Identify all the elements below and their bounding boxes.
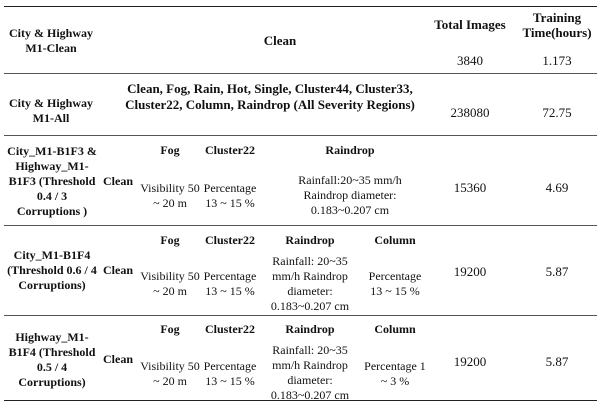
row-training-time: 4.69 xyxy=(545,180,569,195)
row-name: Highway_M1-B1F4 (Threshold 0.5 / 4 Corruptions) xyxy=(8,330,96,389)
row-name: City & Highway M1-Clean xyxy=(9,26,93,55)
corruption-detail: Visibility 50 ~ 20 m xyxy=(140,269,200,298)
rule-top xyxy=(4,6,597,7)
corruption-title: Fog xyxy=(160,322,180,336)
corruption-title: Cluster22 xyxy=(205,233,255,247)
corruption-title: Cluster22 xyxy=(205,322,255,336)
row-training-time: 5.87 xyxy=(545,354,569,369)
corruption-detail: Percentage 13 ~ 15 % xyxy=(203,181,257,210)
corruption-title: Fog xyxy=(160,233,180,247)
rule-row4 xyxy=(4,315,597,316)
header-training-time: Training Time(hours) xyxy=(522,10,592,40)
row-total-images: 238080 xyxy=(450,105,490,120)
corruption-detail: Rainfall:20~35 mm/h Raindrop diameter: 0.183~0.207 cm xyxy=(298,173,402,217)
row-name: City & Highway M1-All xyxy=(9,96,93,125)
rule-row1 xyxy=(4,73,597,74)
corruption-detail: Visibility 50 ~ 20 m xyxy=(140,181,200,210)
corruption-title: Fog xyxy=(160,143,180,157)
corruption-detail: Percentage 13 ~ 15 % xyxy=(368,269,422,298)
row-training-time: 5.87 xyxy=(545,264,569,279)
corruption-detail: Rainfall: 20~35 mm/h Raindrop diameter: 0.183~0.207 cm xyxy=(270,343,350,402)
row-condition: Clean xyxy=(263,33,297,48)
clean-label: Clean xyxy=(103,263,133,277)
row-condition: Clean, Fog, Rain, Hot, Single, Cluster44, Cluster33, Cluster22, Column, Raindrop (All Severity Regions) xyxy=(125,81,415,112)
row-training-time: 72.75 xyxy=(542,105,572,120)
rule-row2 xyxy=(4,135,597,136)
row-training-time: 1.173 xyxy=(542,53,572,68)
corruption-detail: Percentage 13 ~ 15 % xyxy=(203,269,257,298)
rule-row3 xyxy=(4,225,597,226)
corruption-title: Raindrop xyxy=(285,233,335,247)
corruption-title: Raindrop xyxy=(285,322,335,336)
corruption-detail: Rainfall: 20~35 mm/h Raindrop diameter: 0.183~0.207 cm xyxy=(270,254,350,313)
row-name: City_M1-B1F4 (Threshold 0.6 / 4 Corruptions) xyxy=(7,248,97,292)
row-total-images: 15360 xyxy=(453,180,487,195)
clean-label: Clean xyxy=(103,174,133,188)
corruption-detail: Percentage 13 ~ 15 % xyxy=(203,359,257,388)
corruption-title: Column xyxy=(374,233,416,247)
corruption-title: Cluster22 xyxy=(205,143,255,157)
row-total-images: 19200 xyxy=(453,354,487,369)
row-total-images: 19200 xyxy=(453,264,487,279)
row-name: City_M1-B1F3 & Highway_M1-B1F3 (Threshold 0.4 / 3 Corruptions ) xyxy=(7,144,97,218)
corruption-title: Raindrop xyxy=(325,143,375,157)
clean-label: Clean xyxy=(103,352,133,366)
header-total-images: Total Images xyxy=(434,17,506,32)
corruption-detail: Percentage 1 ~ 3 % xyxy=(364,359,426,388)
corruption-title: Column xyxy=(374,322,416,336)
corruption-detail: Visibility 50 ~ 20 m xyxy=(140,359,200,388)
row-total-images: 3840 xyxy=(457,53,483,68)
